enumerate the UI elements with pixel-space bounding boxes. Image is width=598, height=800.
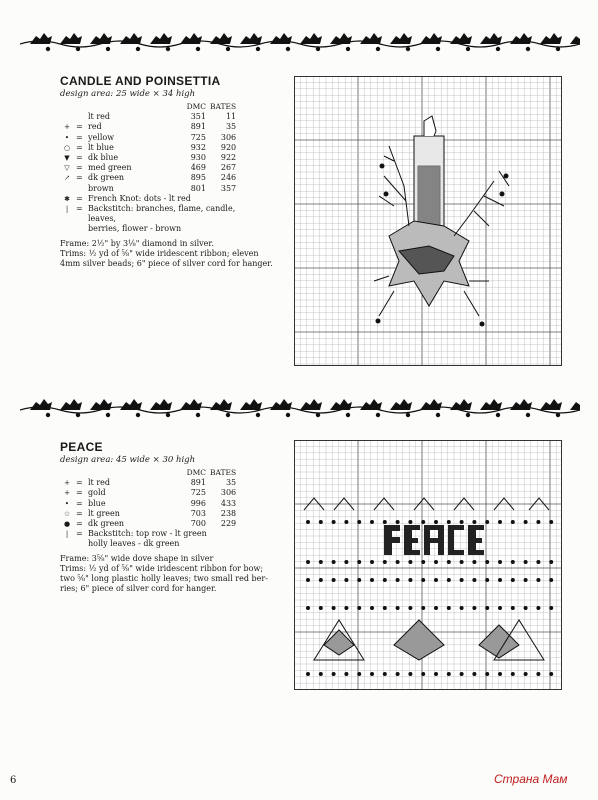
legend-dmc: 891	[190, 122, 206, 132]
section-candle-poinsettia	[60, 74, 280, 269]
section-title: PEACE	[60, 440, 103, 454]
legend-symbol: ○	[63, 143, 71, 152]
legend-row: + = red 891 35	[60, 122, 238, 132]
backstitch-symbol: |	[65, 530, 69, 539]
legend-row: ▼ = dk blue 930 922	[60, 153, 238, 163]
section-peace	[60, 440, 280, 594]
page-number: 6	[10, 775, 17, 786]
legend-color: yellow	[88, 132, 115, 142]
watermark-text: Страна Мам	[494, 772, 568, 786]
legend-dmc: 930	[190, 153, 206, 163]
legend-color: lt green	[88, 508, 120, 518]
col-header-bates: BATES	[210, 102, 237, 111]
legend-row: ● = dk green 700 229	[60, 519, 238, 529]
legend-symbol	[60, 184, 74, 194]
legend-dmc: 351	[190, 112, 206, 122]
legend-dmc: 801	[190, 183, 206, 193]
legend-symbol: +	[64, 489, 70, 498]
legend-symbol: •	[64, 133, 70, 142]
legend-color: lt blue	[88, 142, 114, 152]
legend-bates: 35	[225, 122, 237, 132]
legend-symbol: ↗	[64, 174, 70, 183]
legend-bates: 433	[220, 498, 237, 508]
legend-dmc: 725	[190, 488, 206, 498]
legend-bates: 920	[220, 142, 237, 152]
color-legend	[60, 102, 238, 235]
peace-chart	[294, 440, 562, 690]
legend-bates: 306	[220, 488, 237, 498]
legend-symbol: ▼	[64, 154, 70, 163]
legend-color: dk green	[88, 519, 125, 529]
legend-bates: 246	[220, 173, 237, 183]
legend-bates: 35	[225, 478, 237, 488]
legend-color: blue	[88, 498, 106, 508]
holly-leaves	[314, 620, 544, 660]
legend-extra: | = Backstitch: top row - lt green holly leaves - dk green	[60, 529, 238, 549]
legend-bates: 922	[220, 153, 237, 163]
legend-bates: 267	[220, 163, 237, 173]
legend-row: + = lt red 891 35	[60, 478, 238, 488]
holly-border-top	[20, 28, 580, 54]
french-knot-symbol: ✱	[64, 194, 70, 203]
legend-symbol: ●	[63, 520, 71, 529]
legend-color: lt red	[88, 478, 110, 488]
legend-color: lt red	[88, 112, 110, 122]
legend-symbol	[60, 112, 74, 122]
legend-dmc: 703	[190, 508, 206, 518]
legend-symbol: •	[64, 499, 70, 508]
col-header-dmc: DMC	[186, 102, 206, 111]
legend-color: gold	[88, 488, 106, 498]
legend-dmc: 895	[190, 173, 206, 183]
legend-color: brown	[88, 183, 114, 193]
peace-lettering	[384, 525, 484, 555]
legend-row: ↗ = dk green 895 246	[60, 173, 238, 183]
legend-row: ○ = lt blue 932 920	[60, 143, 238, 153]
legend-row: + = gold 725 306	[60, 488, 238, 498]
legend-bates: 357	[220, 183, 237, 193]
legend-row: ☆ = lt green 703 238	[60, 509, 238, 519]
col-header-dmc: DMC	[186, 468, 206, 477]
section-title: CANDLE AND POINSETTIA	[60, 74, 221, 88]
legend-row	[60, 184, 238, 194]
legend-bates: 238	[220, 508, 237, 518]
legend-color: dk green	[88, 173, 125, 183]
legend-dmc: 996	[190, 498, 206, 508]
legend-symbol: +	[64, 123, 70, 132]
candle-poinsettia-chart	[294, 76, 562, 366]
candle-motif	[374, 116, 509, 316]
legend-dmc: 725	[190, 132, 206, 142]
design-area: design area: 45 wide × 30 high	[60, 455, 196, 465]
color-legend	[60, 468, 238, 550]
legend-extra: ✱ = French Knot: dots - lt red	[60, 194, 238, 204]
legend-row: • = blue 996 433	[60, 499, 238, 509]
legend-symbol: ▽	[64, 164, 70, 173]
legend-bates: 11	[225, 112, 237, 122]
legend-color: dk blue	[88, 153, 119, 163]
legend-bates: 229	[220, 519, 237, 529]
legend-row: • = yellow 725 306	[60, 133, 238, 143]
legend-row: ▽ = med green 469 267	[60, 163, 238, 173]
backstitch-symbol: |	[65, 205, 69, 214]
legend-color: red	[88, 122, 102, 132]
french-knot-text: French Knot: dots - lt red	[88, 193, 191, 203]
frame-notes: Frame: 3⅝" wide dove shape in silver Trims: ½ yd of ⅝" wide iridescent ribbon for bow; two ⅝" long plastic holly leaves; two small red ber- ries; 6" piece of silver cord for hanger.	[60, 553, 268, 593]
legend-color: med green	[88, 163, 132, 173]
legend-dmc: 932	[190, 142, 206, 152]
legend-dmc: 700	[190, 519, 206, 529]
legend-symbol: +	[64, 479, 70, 488]
legend-symbol: ☆	[63, 509, 71, 518]
legend-dmc: 469	[190, 163, 206, 173]
legend-bates: 306	[220, 132, 237, 142]
legend-extra: | = Backstitch: branches, flame, candle, leaves, berries, flower - brown	[60, 204, 238, 235]
frame-notes: Frame: 2½" by 3⅛" diamond in silver. Trims: ½ yd of ⅝" wide iridescent ribbon; eleven 4mm silver beads; 6" piece of silver cord for hanger.	[60, 238, 273, 268]
legend-dmc: 891	[190, 478, 206, 488]
legend-row	[60, 112, 238, 122]
backstitch-text: Backstitch: branches, flame, candle, leaves, berries, flower - brown	[88, 204, 236, 234]
col-header-bates: BATES	[210, 468, 237, 477]
holly-border-middle	[20, 394, 580, 420]
design-area: design area: 25 wide × 34 high	[60, 89, 196, 99]
backstitch-text: Backstitch: top row - lt green holly leaves - dk green	[88, 529, 207, 549]
